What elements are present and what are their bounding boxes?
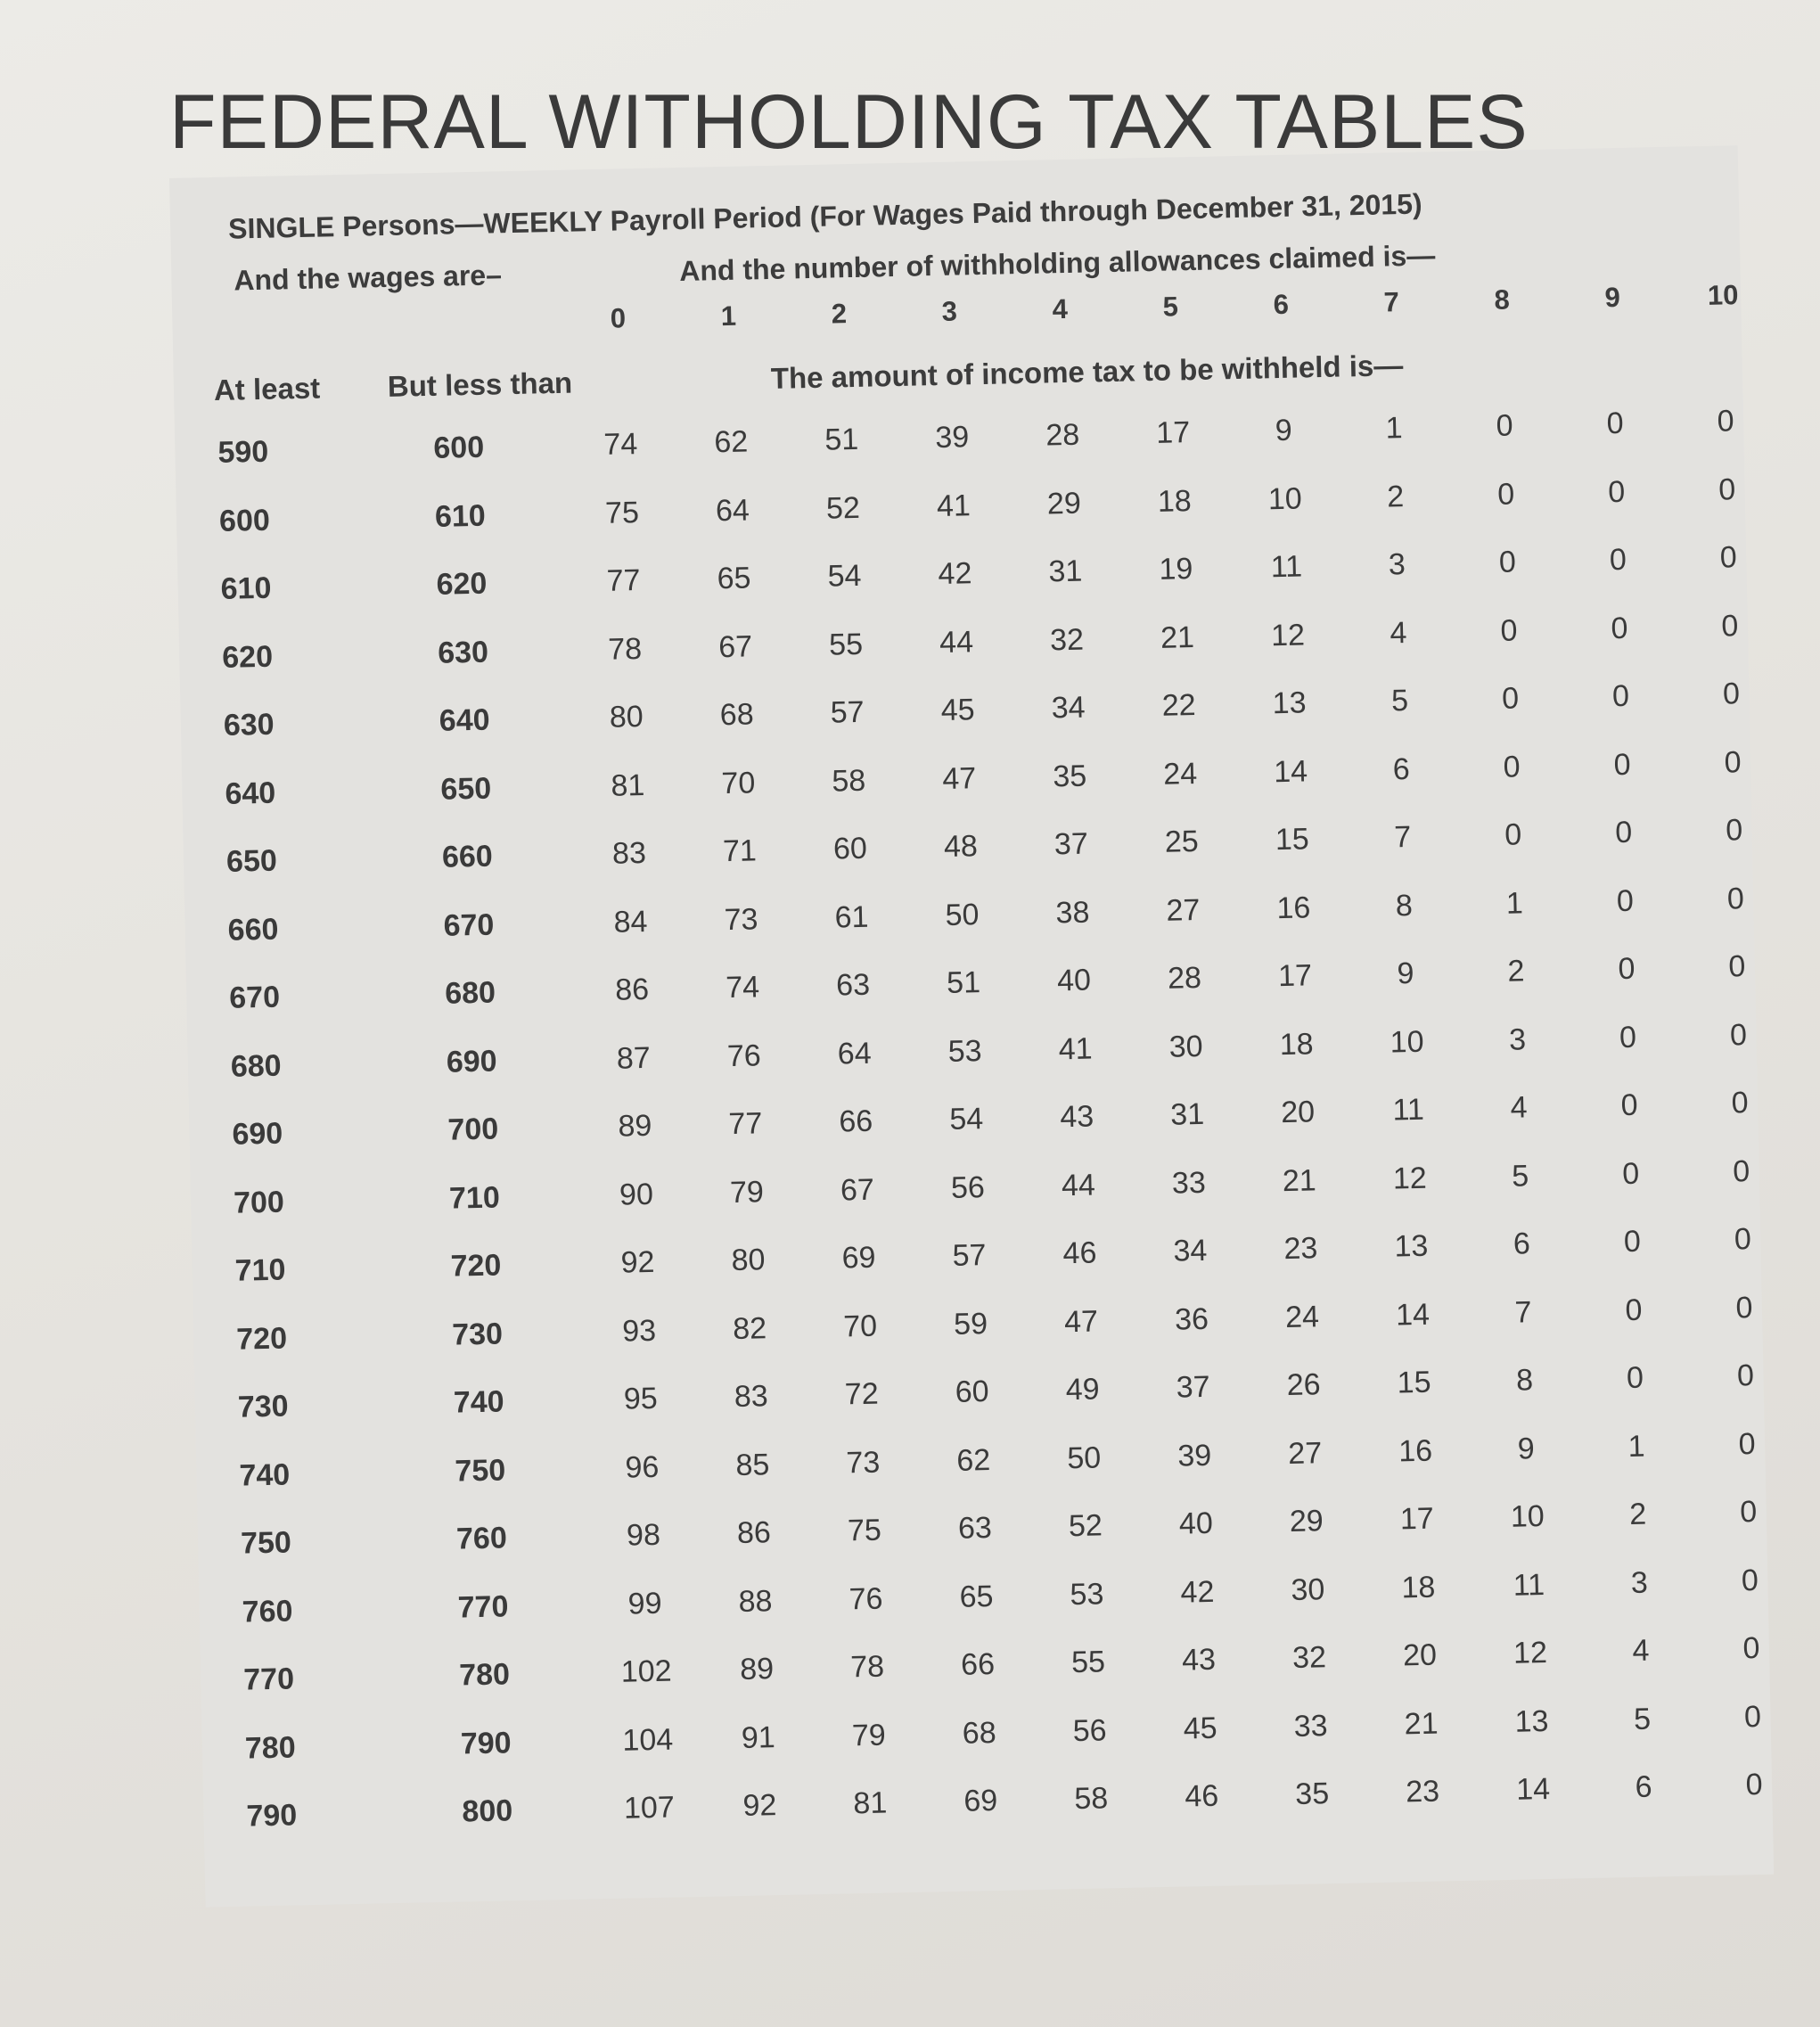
tax-amount-cell: 46: [1184, 1778, 1219, 1814]
tax-amount-cell: 64: [715, 492, 750, 528]
tax-amount-cell: 0: [1732, 1153, 1750, 1189]
allowance-count-6: 6: [1273, 288, 1290, 321]
tax-amount-cell: 12: [1392, 1161, 1428, 1195]
tax-amount-cell: 21: [1160, 620, 1195, 655]
tax-amount-cell: 0: [1611, 611, 1628, 645]
tax-amount-cell: 66: [960, 1646, 996, 1682]
tax-amount-cell: 5: [1511, 1158, 1529, 1194]
tax-amount-cell: 96: [625, 1449, 660, 1485]
wage-but-less-than: 680: [444, 975, 496, 1011]
tax-amount-cell: 65: [959, 1579, 994, 1614]
tax-amount-cell: 35: [1294, 1777, 1330, 1811]
tax-amount-cell: 21: [1404, 1706, 1439, 1741]
tax-amount-cell: 26: [1286, 1367, 1321, 1403]
tax-amount-cell: 84: [613, 904, 648, 940]
tax-amount-cell: 43: [1059, 1099, 1094, 1135]
tax-amount-cell: 4: [1632, 1633, 1650, 1668]
wage-at-least: 720: [235, 1321, 288, 1357]
tax-amount-cell: 61: [834, 899, 869, 935]
tax-amount-cell: 12: [1270, 617, 1306, 652]
tax-amount-cell: 75: [847, 1513, 882, 1548]
tax-amount-cell: 35: [1052, 759, 1087, 793]
tax-amount-cell: 13: [1514, 1703, 1549, 1739]
tax-amount-cell: 39: [1176, 1438, 1212, 1473]
tax-amount-cell: 102: [620, 1654, 672, 1689]
tax-amount-cell: 2: [1628, 1497, 1647, 1532]
tax-amount-cell: 49: [1065, 1372, 1100, 1407]
wage-at-least: 700: [233, 1185, 285, 1220]
tax-amount-cell: 80: [609, 700, 644, 734]
tax-amount-cell: 14: [1273, 753, 1308, 789]
wage-but-less-than: 700: [447, 1112, 499, 1147]
tax-amount-cell: 10: [1510, 1499, 1545, 1534]
allowance-count-2: 2: [831, 298, 848, 330]
tax-amount-cell: 15: [1275, 822, 1310, 858]
tax-amount-cell: 85: [735, 1447, 770, 1482]
tax-amount-cell: 10: [1390, 1024, 1424, 1060]
allowance-count-8: 8: [1494, 283, 1511, 316]
tax-amount-cell: 17: [1155, 415, 1191, 450]
allowance-count-3: 3: [941, 295, 958, 327]
tax-amount-cell: 38: [1055, 895, 1090, 930]
tax-amount-cell: 81: [853, 1785, 888, 1821]
tax-amount-cell: 16: [1398, 1433, 1433, 1468]
tax-amount-cell: 0: [1607, 474, 1626, 509]
tax-amount-cell: 0: [1614, 815, 1633, 850]
tax-amount-cell: 0: [1616, 883, 1635, 918]
tax-amount-cell: 14: [1515, 1771, 1551, 1807]
wage-but-less-than: 690: [446, 1044, 497, 1079]
tax-amount-cell: 3: [1630, 1565, 1649, 1600]
tax-amount-cell: 15: [1397, 1365, 1431, 1400]
tax-amount-cell: 6: [1635, 1769, 1653, 1804]
wage-at-least: 740: [239, 1457, 291, 1493]
allowance-count-5: 5: [1162, 291, 1179, 323]
tax-amount-cell: 52: [1068, 1508, 1103, 1544]
allowance-count-row: [591, 279, 1739, 340]
tax-amount-cell: 34: [1051, 690, 1086, 726]
tax-amount-cell: 60: [955, 1375, 990, 1409]
tax-amount-cell: 4: [1390, 615, 1407, 650]
tax-amount-cell: 0: [1736, 1358, 1755, 1393]
tax-amount-cell: 45: [940, 693, 975, 727]
tax-amount-cell: 79: [851, 1718, 887, 1752]
tax-amount-cell: 9: [1517, 1431, 1536, 1466]
tax-amount-cell: 52: [825, 490, 861, 526]
tax-amount-cell: 20: [1280, 1095, 1316, 1130]
tax-amount-cell: 83: [611, 835, 647, 871]
tax-amount-cell: 0: [1739, 1495, 1758, 1530]
tax-amount-cell: 17: [1277, 958, 1313, 994]
tax-amount-cell: 18: [1279, 1026, 1314, 1062]
tax-amount-cell: 0: [1496, 408, 1513, 443]
tax-amount-cell: 0: [1618, 951, 1636, 987]
tax-amount-cell: 24: [1284, 1299, 1320, 1334]
wage-at-least: 680: [230, 1048, 282, 1084]
tax-amount-cell: 0: [1501, 681, 1520, 716]
tax-amount-cell: 63: [957, 1511, 993, 1546]
tax-amount-cell: 9: [1397, 956, 1414, 991]
tax-amount-cell: 78: [849, 1649, 885, 1685]
allowance-count-9: 9: [1604, 281, 1621, 314]
tax-amount-cell: 81: [611, 767, 645, 803]
tax-amount-cell: 55: [1070, 1645, 1106, 1680]
tax-amount-cell: 31: [1169, 1096, 1205, 1132]
wage-at-least: 670: [228, 980, 281, 1015]
wage-at-least: 790: [246, 1798, 298, 1834]
tax-amount-cell: 0: [1503, 749, 1521, 784]
tax-amount-cell: 91: [741, 1719, 776, 1755]
tax-amount-cell: 0: [1620, 1087, 1638, 1123]
wage-at-least: 690: [232, 1116, 283, 1152]
wage-but-less-than: 800: [462, 1793, 513, 1829]
wage-but-less-than: 640: [439, 702, 490, 738]
tax-amount-cell: 54: [948, 1102, 984, 1137]
tax-amount-cell: 0: [1722, 677, 1741, 711]
tax-amount-cell: 47: [1063, 1303, 1099, 1339]
allowance-count-0: 0: [610, 302, 627, 334]
tax-amount-cell: 1: [1385, 411, 1404, 446]
tax-amount-cell: 73: [724, 901, 758, 937]
wage-at-least: 590: [217, 434, 269, 470]
tax-amount-cell: 76: [726, 1038, 762, 1073]
tax-amount-cell: 0: [1496, 476, 1515, 512]
tax-amount-cell: 90: [619, 1177, 654, 1212]
tax-amount-cell: 23: [1405, 1774, 1440, 1810]
tax-amount-cell: 62: [714, 424, 749, 460]
tax-amount-cell: 11: [1270, 549, 1303, 585]
tax-amount-cell: 36: [1174, 1301, 1209, 1337]
tax-amount-cell: 53: [947, 1033, 982, 1069]
tax-amount-cell: 1: [1627, 1429, 1645, 1464]
wages-header: And the wages are–: [234, 259, 503, 297]
tax-amount-cell: 44: [1061, 1167, 1096, 1202]
tax-amount-cell: 9: [1275, 413, 1293, 448]
allowance-count-7: 7: [1383, 286, 1400, 318]
wage-but-less-than: 780: [458, 1657, 511, 1693]
tax-amount-cell: 69: [963, 1783, 998, 1818]
tax-amount-cell: 62: [955, 1442, 991, 1478]
wage-at-least: 630: [223, 707, 275, 743]
tax-amount-cell: 18: [1157, 483, 1193, 519]
tax-amount-cell: 31: [1048, 554, 1083, 589]
tax-amount-cell: 65: [717, 561, 751, 596]
tax-amount-cell: 92: [742, 1788, 777, 1823]
tax-amount-cell: 40: [1056, 963, 1092, 998]
tax-amount-cell: 82: [732, 1310, 767, 1346]
tax-amount-cell: 86: [736, 1515, 772, 1550]
tax-amount-cell: 60: [832, 831, 868, 866]
tax-amount-cell: 53: [1070, 1576, 1104, 1612]
tax-amount-cell: 50: [1066, 1440, 1102, 1475]
wage-at-least: 750: [240, 1525, 292, 1561]
tax-amount-cell: 77: [728, 1106, 763, 1142]
tax-amount-cell: 2: [1507, 954, 1525, 989]
wage-but-less-than: 770: [457, 1588, 509, 1625]
tax-amount-cell: 71: [722, 833, 758, 869]
tax-amount-cell: 32: [1049, 622, 1085, 657]
wage-but-less-than: 750: [455, 1452, 506, 1489]
wage-at-least: 760: [242, 1593, 293, 1629]
tax-amount-cell: 67: [717, 628, 753, 664]
tax-amount-cell: 39: [934, 420, 970, 455]
tax-amount-cell: 22: [1161, 688, 1196, 723]
tax-amount-cell: 99: [627, 1586, 662, 1621]
tax-amount-cell: 58: [1073, 1781, 1109, 1817]
tax-amount-cell: 11: [1513, 1567, 1545, 1603]
tax-amount-cell: 59: [953, 1306, 988, 1342]
tax-amount-cell: 47: [941, 760, 977, 796]
tax-amount-cell: 74: [725, 970, 760, 1005]
tax-amount-cell: 0: [1606, 406, 1624, 441]
tax-amount-cell: 70: [721, 765, 756, 800]
tax-amount-cell: 27: [1287, 1435, 1323, 1471]
tax-amount-cell: 75: [604, 495, 640, 530]
tax-amount-cell: 57: [830, 694, 865, 730]
tax-amount-cell: 73: [846, 1445, 881, 1480]
tax-amount-cell: 0: [1726, 881, 1745, 916]
amount-header: The amount of income tax to be withheld is—: [770, 349, 1404, 395]
tax-amount-cell: 6: [1513, 1227, 1531, 1261]
tax-amount-cell: 28: [1045, 417, 1080, 453]
tax-amount-cell: 72: [844, 1376, 880, 1412]
wage-at-least: 650: [225, 843, 278, 879]
tax-amount-cell: 30: [1291, 1572, 1325, 1607]
allowances-header: And the number of withholding allowances claimed is—: [678, 239, 1436, 288]
tax-amount-cell: 88: [738, 1583, 773, 1619]
tax-amount-cell: 45: [1183, 1711, 1217, 1746]
tax-amount-cell: 107: [623, 1790, 676, 1826]
tax-amount-cell: 0: [1626, 1360, 1644, 1396]
tax-amount-cell: 34: [1173, 1233, 1208, 1268]
tax-amount-cell: 69: [841, 1240, 876, 1276]
tax-table-panel: [169, 145, 1774, 1907]
tax-amount-cell: 10: [1267, 480, 1303, 516]
tax-amount-cell: 44: [939, 624, 974, 660]
tax-amount-cell: 58: [832, 763, 866, 799]
tax-amount-cell: 66: [839, 1104, 873, 1139]
wage-but-less-than: 720: [450, 1248, 502, 1284]
tax-amount-cell: 21: [1282, 1162, 1317, 1198]
tax-amount-cell: 0: [1731, 1086, 1749, 1120]
tax-amount-cell: 0: [1609, 542, 1627, 578]
tax-amount-cell: 5: [1390, 684, 1409, 718]
tax-amount-cell: 0: [1621, 1156, 1640, 1191]
tax-amount-cell: 8: [1515, 1363, 1534, 1398]
tax-amount-cell: 20: [1402, 1637, 1438, 1673]
wage-but-less-than: 660: [441, 839, 494, 874]
tax-amount-cell: 0: [1735, 1290, 1753, 1325]
tax-amount-cell: 63: [835, 967, 871, 1003]
tax-amount-cell: 0: [1742, 1630, 1760, 1666]
tax-amount-cell: 0: [1719, 540, 1738, 575]
tax-amount-cell: 0: [1623, 1224, 1642, 1260]
tax-amount-cell: 54: [827, 558, 862, 594]
table-subtitle: SINGLE Persons—WEEKLY Payroll Period (For Wages Paid through December 31, 2015): [227, 187, 1422, 245]
tax-amount-cell: 41: [936, 488, 971, 523]
wage-but-less-than: 630: [437, 635, 489, 670]
tax-amount-cell: 77: [606, 563, 641, 598]
tax-amount-cell: 33: [1293, 1708, 1328, 1744]
tax-amount-cell: 3: [1508, 1022, 1527, 1057]
tax-amount-cell: 95: [623, 1381, 659, 1416]
tax-amount-cell: 13: [1394, 1228, 1429, 1264]
tax-amount-cell: 11: [1392, 1092, 1425, 1128]
tax-amount-cell: 83: [734, 1379, 769, 1415]
tax-amount-cell: 0: [1743, 1699, 1762, 1734]
tax-amount-cell: 5: [1633, 1702, 1652, 1736]
wage-but-less-than: 600: [433, 430, 485, 465]
tax-amount-cell: 18: [1401, 1570, 1436, 1604]
tax-amount-cell: 0: [1738, 1426, 1756, 1461]
tax-amount-cell: 48: [943, 829, 979, 864]
tax-amount-cell: 24: [1162, 756, 1198, 792]
tax-amount-cell: 4: [1510, 1090, 1529, 1125]
tax-amount-cell: 17: [1399, 1501, 1435, 1537]
allowance-count-10: 10: [1707, 279, 1739, 311]
tax-amount-cell: 40: [1178, 1506, 1214, 1541]
tax-amount-cell: 46: [1062, 1235, 1097, 1271]
tax-amount-cell: 33: [1171, 1165, 1207, 1201]
tax-amount-cell: 0: [1717, 404, 1734, 439]
tax-amount-cell: 25: [1164, 824, 1200, 859]
tax-amount-cell: 12: [1513, 1635, 1548, 1670]
tax-amount-cell: 76: [849, 1581, 883, 1616]
tax-amount-cell: 0: [1498, 545, 1517, 579]
wage-at-least: 710: [234, 1252, 286, 1288]
tax-amount-cell: 86: [614, 972, 650, 1007]
wage-at-least: 660: [227, 912, 279, 948]
wage-but-less-than: 650: [440, 771, 492, 807]
tax-amount-cell: 89: [618, 1108, 652, 1144]
tax-amount-cell: 23: [1283, 1231, 1318, 1267]
wage-at-least: 600: [218, 503, 271, 538]
tax-amount-cell: 87: [616, 1040, 652, 1076]
tax-amount-cell: 104: [622, 1722, 674, 1758]
wage-but-less-than: 760: [455, 1521, 508, 1556]
tax-amount-cell: 67: [840, 1172, 875, 1207]
tax-amount-cell: 37: [1176, 1369, 1210, 1405]
wage-at-least: 780: [244, 1729, 297, 1766]
tax-amount-cell: 6: [1392, 751, 1411, 786]
wage-but-less-than: 730: [451, 1316, 504, 1352]
tax-amount-cell: 19: [1159, 552, 1193, 587]
wage-but-less-than: 610: [434, 498, 487, 534]
tax-amount-cell: 30: [1168, 1029, 1203, 1064]
tax-amount-cell: 55: [828, 627, 864, 662]
table-body: [175, 404, 1773, 1868]
tax-amount-cell: 0: [1619, 1020, 1637, 1055]
tax-amount-cell: 68: [719, 697, 755, 733]
tax-amount-cell: 50: [945, 897, 980, 932]
tax-amount-cell: 29: [1046, 486, 1082, 521]
tax-amount-cell: 16: [1276, 890, 1311, 925]
tax-amount-cell: 0: [1611, 678, 1630, 714]
wage-but-less-than: 740: [453, 1384, 504, 1420]
tax-amount-cell: 92: [620, 1244, 655, 1280]
allowance-count-1: 1: [720, 300, 737, 332]
wage-but-less-than: 620: [436, 566, 488, 602]
tax-amount-cell: 93: [621, 1313, 657, 1349]
tax-amount-cell: 37: [1053, 826, 1089, 862]
tax-amount-cell: 0: [1728, 949, 1746, 984]
tax-amount-cell: 29: [1289, 1504, 1324, 1539]
tax-amount-cell: 7: [1514, 1294, 1532, 1330]
tax-amount-cell: 80: [731, 1243, 766, 1278]
tax-amount-cell: 8: [1395, 888, 1414, 923]
tax-amount-cell: 0: [1721, 608, 1739, 644]
wage-but-less-than: 710: [448, 1179, 501, 1216]
tax-amount-cell: 89: [739, 1652, 775, 1686]
tax-amount-cell: 0: [1725, 813, 1743, 848]
tax-amount-cell: 0: [1741, 1563, 1759, 1597]
wage-at-least: 610: [220, 570, 272, 606]
allowance-count-4: 4: [1052, 292, 1069, 325]
tax-amount-cell: 43: [1181, 1642, 1217, 1678]
page-title: FEDERAL WITHOLDING TAX TABLES: [169, 79, 1529, 165]
wage-but-less-than: 670: [443, 907, 495, 943]
tax-amount-cell: 0: [1718, 472, 1736, 507]
tax-amount-cell: 78: [607, 631, 643, 667]
tax-amount-cell: 14: [1395, 1297, 1431, 1332]
tax-amount-cell: 0: [1500, 612, 1518, 648]
tax-amount-cell: 51: [824, 422, 859, 457]
tax-amount-cell: 13: [1272, 685, 1307, 721]
wage-at-least: 730: [237, 1389, 290, 1424]
tax-amount-cell: 42: [938, 556, 972, 592]
tax-amount-cell: 3: [1388, 547, 1406, 582]
tax-amount-cell: 41: [1058, 1031, 1093, 1066]
tax-amount-cell: 98: [626, 1517, 661, 1553]
tax-amount-cell: 7: [1393, 819, 1412, 855]
tax-amount-cell: 57: [952, 1238, 987, 1273]
tax-amount-cell: 0: [1625, 1293, 1643, 1327]
tax-amount-cell: 0: [1729, 1017, 1748, 1053]
wage-at-least: 770: [242, 1662, 295, 1697]
tax-amount-cell: 0: [1745, 1767, 1763, 1802]
tax-amount-cell: 51: [946, 965, 981, 1000]
tax-amount-cell: 32: [1291, 1640, 1327, 1675]
column-header-but-less-than: But less than: [387, 365, 573, 403]
tax-amount-cell: 74: [603, 427, 638, 462]
tax-amount-cell: 56: [1072, 1712, 1107, 1748]
tax-amount-cell: 1: [1505, 885, 1524, 921]
column-header-at-least: At least: [213, 371, 321, 407]
tax-amount-cell: 0: [1613, 747, 1631, 782]
tax-amount-cell: 79: [729, 1174, 765, 1210]
tax-amount-cell: 56: [950, 1169, 986, 1205]
tax-amount-cell: 2: [1386, 479, 1405, 513]
tax-amount-cell: 27: [1166, 892, 1201, 928]
tax-amount-cell: 68: [962, 1715, 997, 1751]
tax-amount-cell: 0: [1724, 744, 1742, 780]
wage-at-least: 640: [225, 776, 276, 811]
wage-but-less-than: 790: [460, 1725, 512, 1761]
wage-at-least: 620: [221, 639, 274, 675]
tax-amount-cell: 64: [837, 1036, 873, 1071]
tax-amount-cell: 42: [1180, 1574, 1215, 1610]
tax-amount-cell: 0: [1504, 817, 1522, 852]
tax-amount-cell: 70: [842, 1309, 878, 1343]
tax-amount-cell: 28: [1167, 960, 1202, 996]
tax-amount-cell: 0: [1734, 1222, 1752, 1257]
